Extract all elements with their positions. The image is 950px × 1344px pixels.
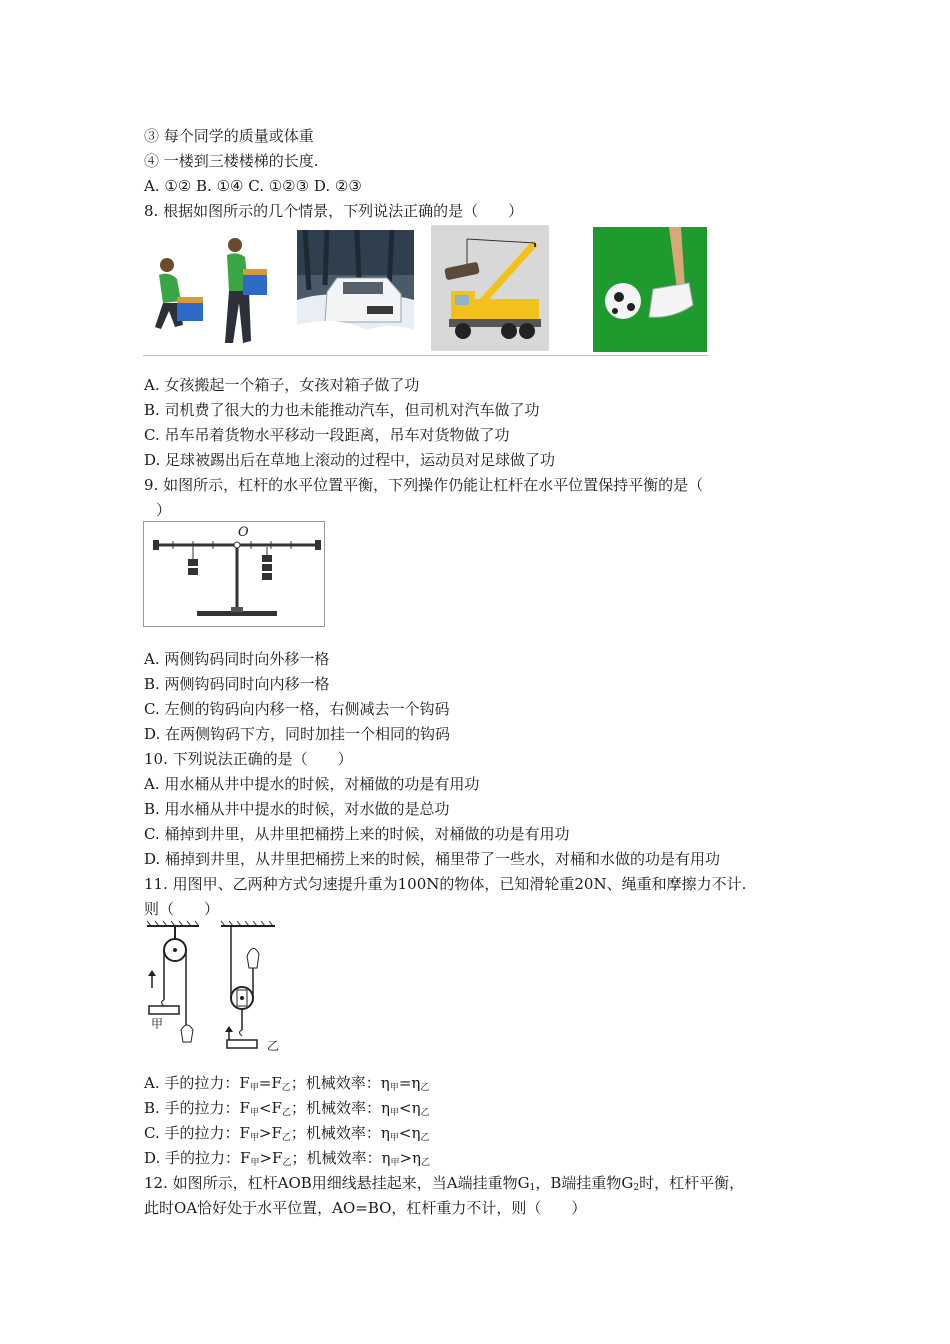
option-text: >F xyxy=(259,1149,283,1167)
q8-option-d: D. 足球被踢出后在草地上滚动的过程中，运动员对足球做了功 xyxy=(144,451,556,469)
subscript: 甲 xyxy=(389,1108,399,1118)
q8-option-b: B. 司机费了很大的力也未能推动汽车，但司机对汽车做了功 xyxy=(144,401,540,419)
pivot-label-o: O xyxy=(238,525,249,540)
q10-stem: 10. 下列说法正确的是（ ） xyxy=(144,750,353,768)
option-text: =η xyxy=(398,1074,421,1092)
q7-options: A. ①② B. ①④ C. ①②③ D. ②③ xyxy=(144,177,362,195)
q11-option-a xyxy=(144,1073,429,1098)
label-yi: 乙 xyxy=(267,1039,280,1053)
q9-stem-end: ） xyxy=(156,501,172,519)
subscript: 乙 xyxy=(282,1158,292,1168)
subscript: 乙 xyxy=(281,1108,291,1118)
q9-option-a: A. 两侧钩码同时向外移一格 xyxy=(144,650,330,668)
option-text: <F xyxy=(258,1099,282,1117)
option-text: ；机械效率：η xyxy=(290,1074,390,1092)
q11-option-b xyxy=(144,1098,430,1123)
option-text: ；机械效率：η xyxy=(291,1149,391,1167)
option-text: A. 手的拉力：F xyxy=(144,1074,250,1092)
q11-stem-line1: 11. 用图甲、乙两种方式匀速提升重为100N的物体，已知滑轮重20N、绳重和摩擦力不计. xyxy=(144,875,747,893)
q8-option-a: A. 女孩搬起一个箱子，女孩对箱子做了功 xyxy=(144,376,420,394)
q9-option-b: B. 两侧钩码同时向内移一格 xyxy=(144,675,330,693)
crane-truck-image xyxy=(431,225,549,351)
subscript: 乙 xyxy=(421,1158,431,1168)
lever-balance-figure xyxy=(143,521,325,627)
stem-text: 时，杠杆平衡， xyxy=(639,1174,745,1192)
stem-text: 12. 如图所示，杠杆AOB用细线悬挂起来，当A端挂重物G xyxy=(144,1174,530,1192)
q8-option-c: C. 吊车吊着货物水平移动一段距离，吊车对货物做了功 xyxy=(144,426,510,444)
subscript: 乙 xyxy=(281,1083,291,1093)
q8-figure xyxy=(143,223,708,356)
q10-option-c: C. 桶掉到井里，从井里把桶捞上来的时候，对桶做的功是有用功 xyxy=(144,825,570,843)
q10-option-a: A. 用水桶从井中提水的时候，对桶做的功是有用功 xyxy=(144,775,480,793)
q9-stem: 9. 如图所示，杠杆的水平位置平衡，下列操作仍能让杠杆在水平位置保持平衡的是（ xyxy=(144,476,704,494)
subscript: 甲 xyxy=(249,1108,259,1118)
subscript: 乙 xyxy=(420,1133,430,1143)
subscript: 乙 xyxy=(420,1083,430,1093)
subscript: 甲 xyxy=(389,1133,399,1143)
subscript: 甲 xyxy=(249,1133,259,1143)
option-text: <η xyxy=(398,1124,421,1142)
option-text: C. 手的拉力：F xyxy=(144,1124,250,1142)
list-item-4: ④ 一楼到三楼楼梯的长度. xyxy=(144,152,319,170)
q10-option-d: D. 桶掉到井里，从井里把桶捞上来的时候，桶里带了一些水，对桶和水做的功是有用功 xyxy=(144,850,721,868)
subscript: 1 xyxy=(529,1183,536,1193)
pulley-figure xyxy=(143,920,288,1056)
q8-stem: 8. 根据如图所示的几个情景，下列说法正确的是（ ） xyxy=(144,202,524,220)
q11-option-c xyxy=(144,1123,430,1148)
label-jia: 甲 xyxy=(151,1017,164,1031)
subscript: 乙 xyxy=(281,1133,291,1143)
list-item-3: ③ 每个同学的质量或体重 xyxy=(144,127,314,145)
subscript: 甲 xyxy=(249,1083,259,1093)
option-text: <η xyxy=(399,1099,421,1117)
q9-option-d: D. 在两侧钩码下方，同时加挂一个相同的钩码 xyxy=(144,725,451,743)
q12-stem-line2: 此时OA恰好处于水平位置，AO=BO，杠杆重力不计，则（ ） xyxy=(144,1199,587,1217)
subscript: 甲 xyxy=(389,1083,399,1093)
option-text: >F xyxy=(258,1124,282,1142)
q10-option-b: B. 用水桶从井中提水的时候，对水做的是总功 xyxy=(144,800,450,818)
q9-option-c: C. 左侧的钩码向内移一格，右侧减去一个钩码 xyxy=(144,700,450,718)
stem-text: ，B端挂重物G xyxy=(535,1174,634,1192)
option-text: ；机械效率：η xyxy=(290,1099,390,1117)
subscript: 2 xyxy=(633,1183,640,1193)
option-text: B. 手的拉力：F xyxy=(144,1099,250,1117)
subscript: 乙 xyxy=(420,1108,430,1118)
girl-lifting-box-image xyxy=(145,231,280,347)
subscript: 甲 xyxy=(250,1158,260,1168)
option-text: ；机械效率：η xyxy=(290,1124,390,1142)
option-text: D. 手的拉力：F xyxy=(144,1149,251,1167)
q11-option-d xyxy=(144,1148,430,1173)
car-in-snow-image xyxy=(297,230,414,350)
soccer-kick-image xyxy=(593,227,707,352)
option-text: =F xyxy=(258,1074,282,1092)
option-text: >η xyxy=(399,1149,422,1167)
subscript: 甲 xyxy=(390,1158,400,1168)
q12-stem-line1 xyxy=(144,1173,744,1198)
q11-stem-line2: 则（ ） xyxy=(144,900,220,918)
